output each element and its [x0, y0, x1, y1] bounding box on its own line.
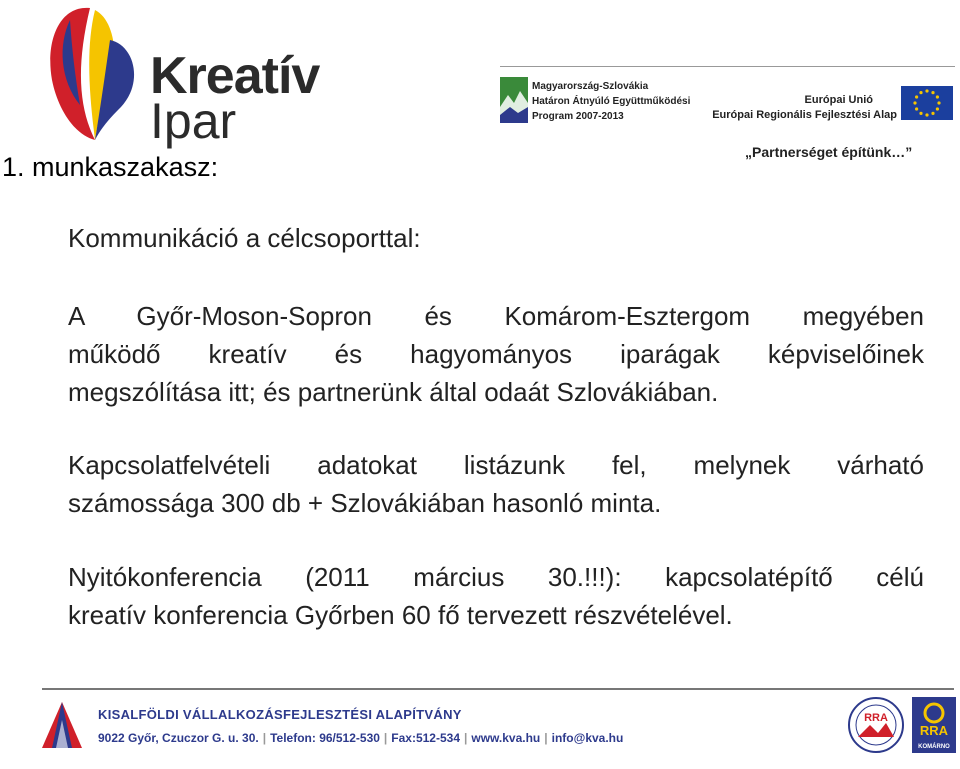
program-line-2: Határon Átnyúló Együttműködési [532, 96, 691, 107]
footer-fax: Fax:512-534 [391, 731, 460, 745]
footer-contact: 9022 Győr, Czuczor G. u. 30. | Telefon: 96/512-530 | Fax:512-534 | www.kva.hu | info@kva.hu [98, 731, 624, 745]
paragraph-line: kreatív konferencia Győrben 60 fő tervezett részvételével. [68, 600, 733, 630]
eu-title: Európai Unió [804, 94, 873, 106]
footer-organization: KISALFÖLDI VÁLLALKOZÁSFEJLESZTÉSI ALAPÍTVÁNY [98, 707, 462, 722]
footer-phone: Telefon: 96/512-530 [270, 731, 380, 745]
eu-fund: Európai Regionális Fejlesztési Alap [712, 109, 897, 121]
program-line-3: Program 2007-2013 [532, 111, 624, 122]
paragraph-target-group [68, 297, 924, 411]
paragraph-line: A Győr-Moson-Sopron és Komárom-Esztergom megyében [68, 301, 924, 331]
kva-logo-icon [40, 700, 84, 750]
footer-email-link[interactable]: info@kva.hu [551, 731, 624, 745]
intro-heading: Kommunikáció a célcsoporttal: [68, 223, 421, 253]
rra-komarno-logo-icon [912, 697, 956, 753]
paragraph-conference [68, 558, 924, 634]
paragraph-contacts [68, 446, 924, 522]
kreativ-ipar-logo [40, 0, 360, 150]
paragraph-line: Kapcsolatfelvételi adatokat listázunk fel, melynek várható [68, 450, 924, 480]
eu-flag-icon [901, 86, 953, 120]
paragraph-line: Nyitókonferencia (2011 március 30.!!!): kapcsolatépítő célú [68, 562, 924, 592]
rra-komarno-sub: KOMÁRNO [918, 744, 950, 750]
paragraph-line: számossága 300 db + Szlovákiában hasonló minta. [68, 488, 662, 518]
program-header [500, 66, 955, 142]
rra-komarno-text: RRA [919, 723, 949, 738]
footer-divider [42, 688, 954, 690]
partnership-slogan: „Partnerséget építünk…” [745, 144, 913, 160]
butterfly-logo-icon [40, 0, 150, 150]
rra-badge-text: RRA [864, 712, 888, 724]
page-title: 1. munkaszakasz: [2, 152, 219, 182]
logo-word-ipar: Ipar [150, 93, 237, 149]
footer-address: 9022 Győr, Czuczor G. u. 30. [98, 731, 259, 745]
paragraph-line: megszólítása itt; és partnerünk által odaát Szlovákiában. [68, 377, 719, 407]
program-line-1: Magyarország-Szlovákia [532, 81, 649, 92]
paragraph-line: működő kreatív és hagyományos iparágak képviselőinek [68, 339, 924, 369]
rra-badge-icon [848, 697, 904, 753]
footer-web-link[interactable]: www.kva.hu [471, 731, 541, 745]
hu-sk-program-icon [500, 77, 528, 123]
logo-word-kreativ: Kreatív [150, 47, 320, 105]
